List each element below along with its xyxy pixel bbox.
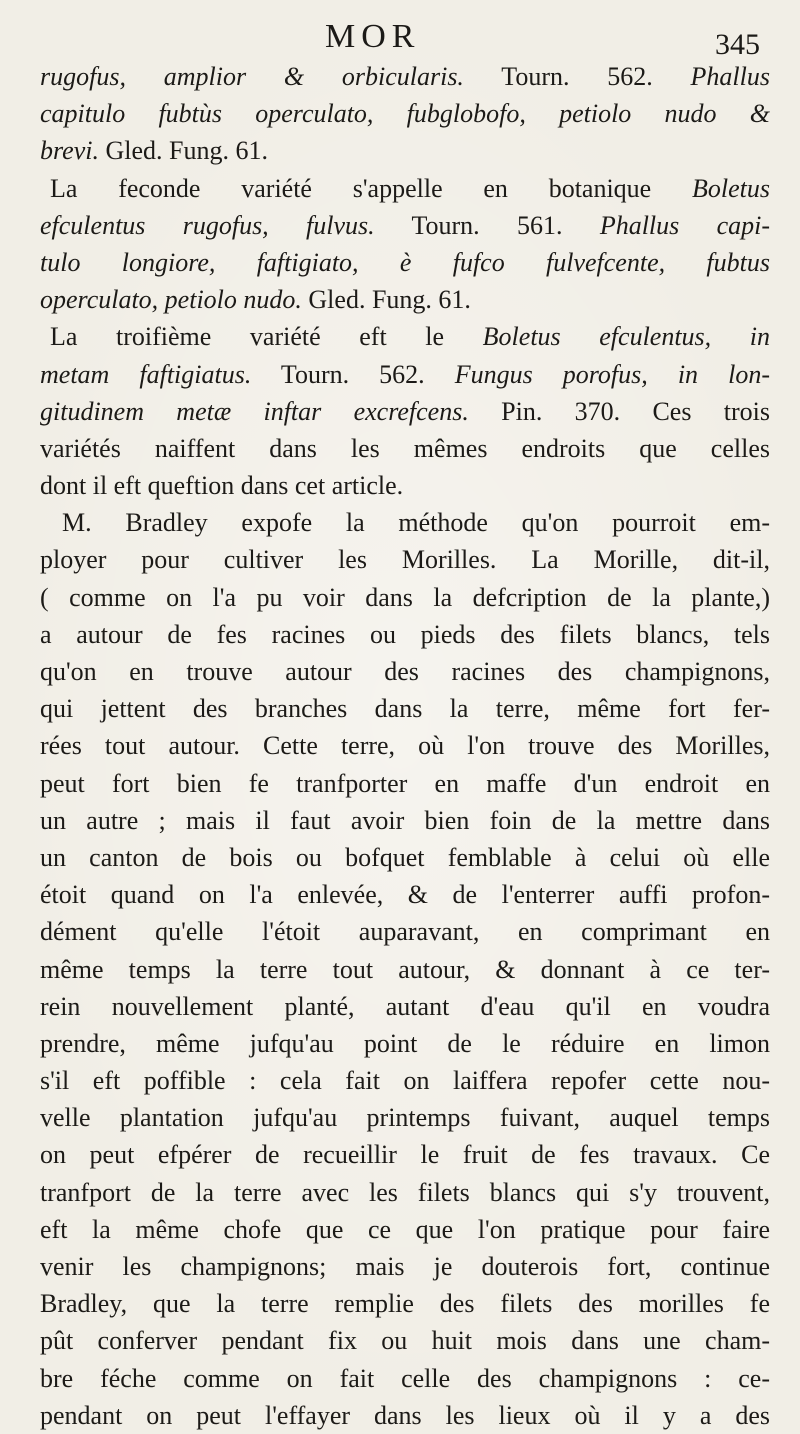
text-segment: pût conferver pendant fix ou huit mois dans une cham- bbox=[40, 1326, 770, 1356]
text-line bbox=[40, 467, 770, 504]
italic-text-segment: Phallus capi- bbox=[599, 210, 770, 240]
body-text bbox=[40, 58, 770, 1434]
text-line bbox=[40, 1174, 770, 1211]
text-line bbox=[40, 765, 770, 802]
text-line bbox=[40, 690, 770, 727]
text-segment: qu'on en trouve autour des racines des champignons, bbox=[40, 657, 770, 686]
text-segment: dément qu'elle l'étoit auparavant, en comprimant en bbox=[40, 917, 770, 947]
text-segment: ployer pour cultiver les Morilles. La Morille, dit-il, bbox=[40, 545, 770, 575]
text-line bbox=[40, 1025, 770, 1062]
text-line bbox=[40, 393, 770, 430]
text-segment: velle plantation jufqu'au printemps fuivant, auquel temps bbox=[40, 1103, 770, 1133]
text-segment: s'il eft poffible : cela fait on laiffera repofer cette nou- bbox=[40, 1066, 770, 1096]
text-line bbox=[40, 616, 770, 653]
text-segment: un canton de bois ou bofquet femblable à celui où elle bbox=[40, 842, 770, 872]
text-line bbox=[40, 1062, 770, 1099]
text-segment: M. Bradley expofe la méthode qu'on pourroit em- bbox=[62, 508, 770, 538]
italic-text-segment: Boletus efculentus, in bbox=[482, 322, 770, 352]
italic-text-segment: brevi. bbox=[40, 136, 99, 166]
italic-text-segment: rugofus, amplior & orbicularis. bbox=[40, 62, 464, 91]
text-segment: étoit quand on l'a enlevée, & de l'enterrer auffi profon- bbox=[40, 880, 770, 910]
text-segment: venir les champignons; mais je douterois fort, continue bbox=[40, 1252, 770, 1281]
italic-text-segment: metam faftigiatus. bbox=[40, 359, 252, 389]
page-number: 345 bbox=[715, 28, 760, 61]
italic-text-segment: gitudinem metæ inftar excrefcens. bbox=[40, 396, 469, 426]
italic-text-segment: Phallus bbox=[690, 62, 770, 91]
text-line bbox=[40, 356, 770, 393]
text-segment: rein nouvellement planté, autant d'eau qu'il en voudra bbox=[40, 991, 770, 1021]
italic-text-segment: Boletus bbox=[692, 173, 770, 203]
text-segment: Tourn. 562. bbox=[251, 359, 455, 389]
text-segment: Tourn. 561. bbox=[374, 210, 600, 240]
italic-text-segment: Fungus porofus, in lon- bbox=[454, 359, 770, 389]
text-segment: qui jettent des branches dans la terre, même fort fer- bbox=[40, 694, 770, 724]
text-segment: peut fort bien fe tranfporter en maffe d'un endroit en bbox=[40, 768, 770, 798]
text-segment: La troifième variété eft le bbox=[50, 322, 483, 352]
text-line bbox=[40, 541, 770, 578]
text-segment: Pin. 370. Ces trois bbox=[468, 396, 770, 426]
text-line bbox=[40, 727, 770, 764]
italic-text-segment: operculato, petiolo nudo. bbox=[40, 285, 302, 315]
text-line bbox=[40, 1099, 770, 1136]
text-segment: Bradley, que la terre remplie des filets des morilles fe bbox=[40, 1289, 770, 1319]
text-line bbox=[40, 653, 770, 690]
text-line bbox=[40, 318, 770, 355]
text-segment: Tourn. 562. bbox=[463, 62, 691, 91]
text-segment: un autre ; mais il faut avoir bien foin de la mettre dans bbox=[40, 805, 770, 835]
text-line bbox=[40, 951, 770, 988]
text-line bbox=[40, 504, 770, 541]
text-segment: Gled. Fung. 61. bbox=[301, 285, 471, 315]
text-line bbox=[40, 132, 770, 169]
text-segment: ( comme on l'a pu voir dans la defcription de la plante,) bbox=[40, 582, 770, 612]
text-line bbox=[40, 1211, 770, 1248]
text-segment: tranfport de la terre avec les filets blancs qui s'y trouvent, bbox=[40, 1177, 770, 1207]
text-segment: même temps la terre tout autour, & donnant à ce ter- bbox=[40, 954, 770, 984]
text-line bbox=[40, 1360, 770, 1397]
text-segment: variétés naiffent dans les mêmes endroits que celles bbox=[40, 433, 770, 463]
text-segment: La feconde variété s'appelle en botanique bbox=[50, 173, 692, 203]
text-line bbox=[40, 95, 770, 132]
italic-text-segment: efculentus rugofus, fulvus. bbox=[40, 210, 375, 240]
text-line bbox=[40, 913, 770, 950]
text-line bbox=[40, 58, 770, 95]
text-segment: a autour de fes racines ou pieds des filets blancs, tels bbox=[40, 619, 770, 649]
running-head: MOR bbox=[325, 18, 421, 55]
text-line bbox=[40, 876, 770, 913]
text-line bbox=[40, 244, 770, 281]
text-line bbox=[40, 988, 770, 1025]
text-segment: pendant on peut l'effayer dans les lieux où il y a des bbox=[40, 1400, 770, 1430]
italic-text-segment: tulo longiore, faftigiato, è fufco fulvefcente, fubtus bbox=[40, 247, 770, 277]
text-line bbox=[40, 579, 770, 616]
text-line bbox=[40, 170, 770, 207]
italic-text-segment: capitulo fubtùs operculato, fubglobofo, petiolo nudo & bbox=[40, 99, 770, 129]
text-line bbox=[40, 207, 770, 244]
text-segment: bre féche comme on fait celle des champignons : ce- bbox=[40, 1363, 770, 1393]
text-line bbox=[40, 430, 770, 467]
text-line bbox=[40, 1285, 770, 1322]
text-segment: prendre, même jufqu'au point de le réduire en limon bbox=[40, 1028, 770, 1058]
text-line bbox=[40, 802, 770, 839]
text-line bbox=[40, 1248, 770, 1285]
text-segment: rées tout autour. Cette terre, où l'on trouve des Morilles, bbox=[40, 731, 770, 761]
text-line bbox=[40, 1322, 770, 1359]
text-segment: eft la même chofe que ce que l'on pratique pour faire bbox=[40, 1214, 770, 1244]
text-segment: on peut efpérer de recueillir le fruit de fes travaux. Ce bbox=[40, 1140, 770, 1170]
text-segment: dont il eft queftion dans cet article. bbox=[40, 471, 404, 501]
text-segment: Gled. Fung. 61. bbox=[98, 136, 268, 166]
text-line bbox=[40, 1136, 770, 1173]
text-line bbox=[40, 839, 770, 876]
text-line bbox=[40, 281, 770, 318]
text-line bbox=[40, 1397, 770, 1434]
